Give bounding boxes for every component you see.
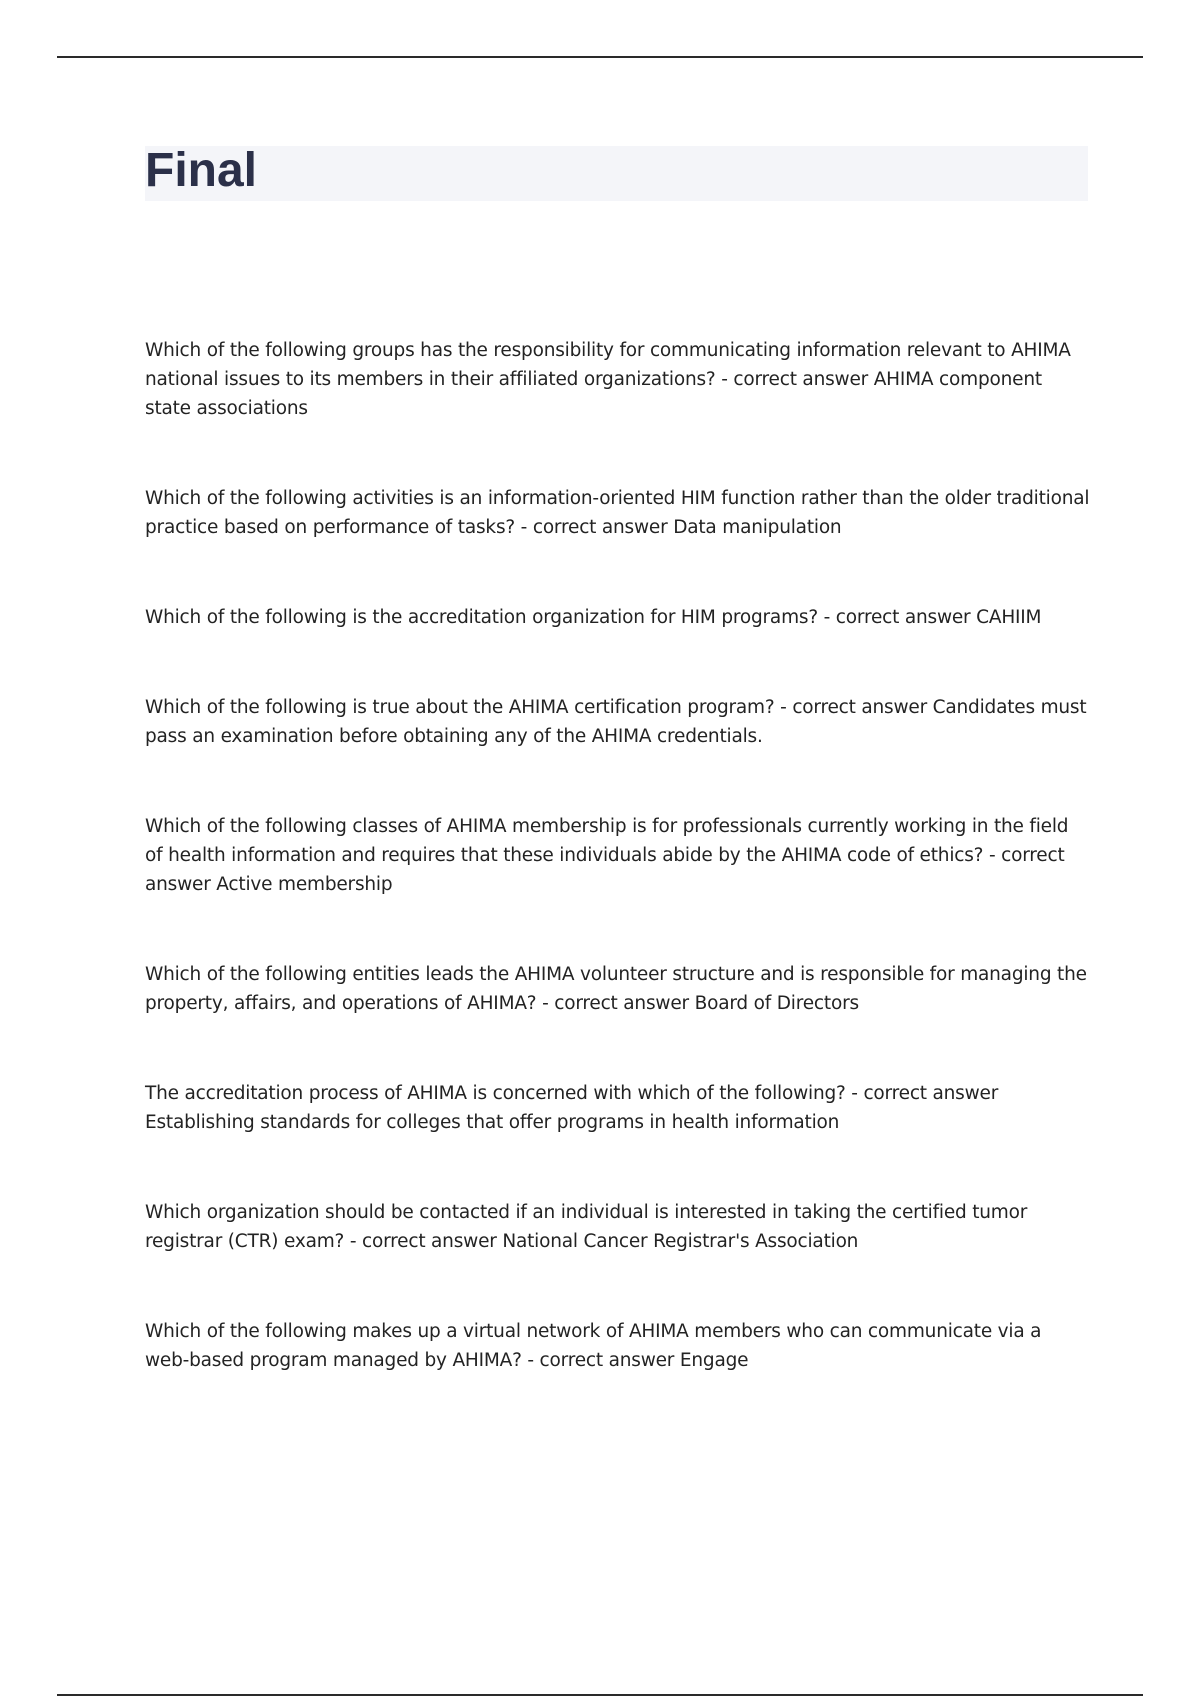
- page-title: Final: [145, 144, 258, 197]
- question-item: Which of the following makes up a virtual network of AHIMA members who can communicate via a web-based program managed by AHIMA? - correct answer Engage: [145, 1321, 1042, 1371]
- bottom-rule: [57, 1694, 1143, 1696]
- question-item: Which of the following classes of AHIMA membership is for professionals currently working in the field of health information and requires that these individuals abide by the AHIMA code of ethics? - correct answer Active membership: [145, 816, 1069, 895]
- question-item: Which organization should be contacted if an individual is interested in taking the certified tumor registrar (CTR) exam? - correct answer National Cancer Registrar's Association: [145, 1202, 1028, 1252]
- question-item: Which of the following activities is an information-oriented HIM function rather than the older traditional practice based on performance of tasks? - correct answer Data manipulation: [145, 488, 1090, 538]
- question-item: Which of the following is the accreditation organization for HIM programs? - correct answer CAHIIM: [145, 607, 1042, 628]
- question-list: [145, 336, 1090, 1375]
- question-item: The accreditation process of AHIMA is concerned with which of the following? - correct answer Establishing standards for colleges that offer programs in health information: [145, 1083, 999, 1133]
- question-item: Which of the following is true about the AHIMA certification program? - correct answer Candidates must pass an examination before obtaining any of the AHIMA credentials.: [145, 697, 1087, 747]
- question-item: Which of the following entities leads the AHIMA volunteer structure and is responsible for managing the property, affairs, and operations of AHIMA? - correct answer Board of Directors: [145, 964, 1087, 1014]
- top-rule: [57, 56, 1143, 58]
- title-banner: [145, 146, 1088, 201]
- question-item: Which of the following groups has the responsibility for communicating information relevant to AHIMA national issues to its members in their affiliated organizations? - correct answer AHIMA component state associations: [145, 340, 1071, 419]
